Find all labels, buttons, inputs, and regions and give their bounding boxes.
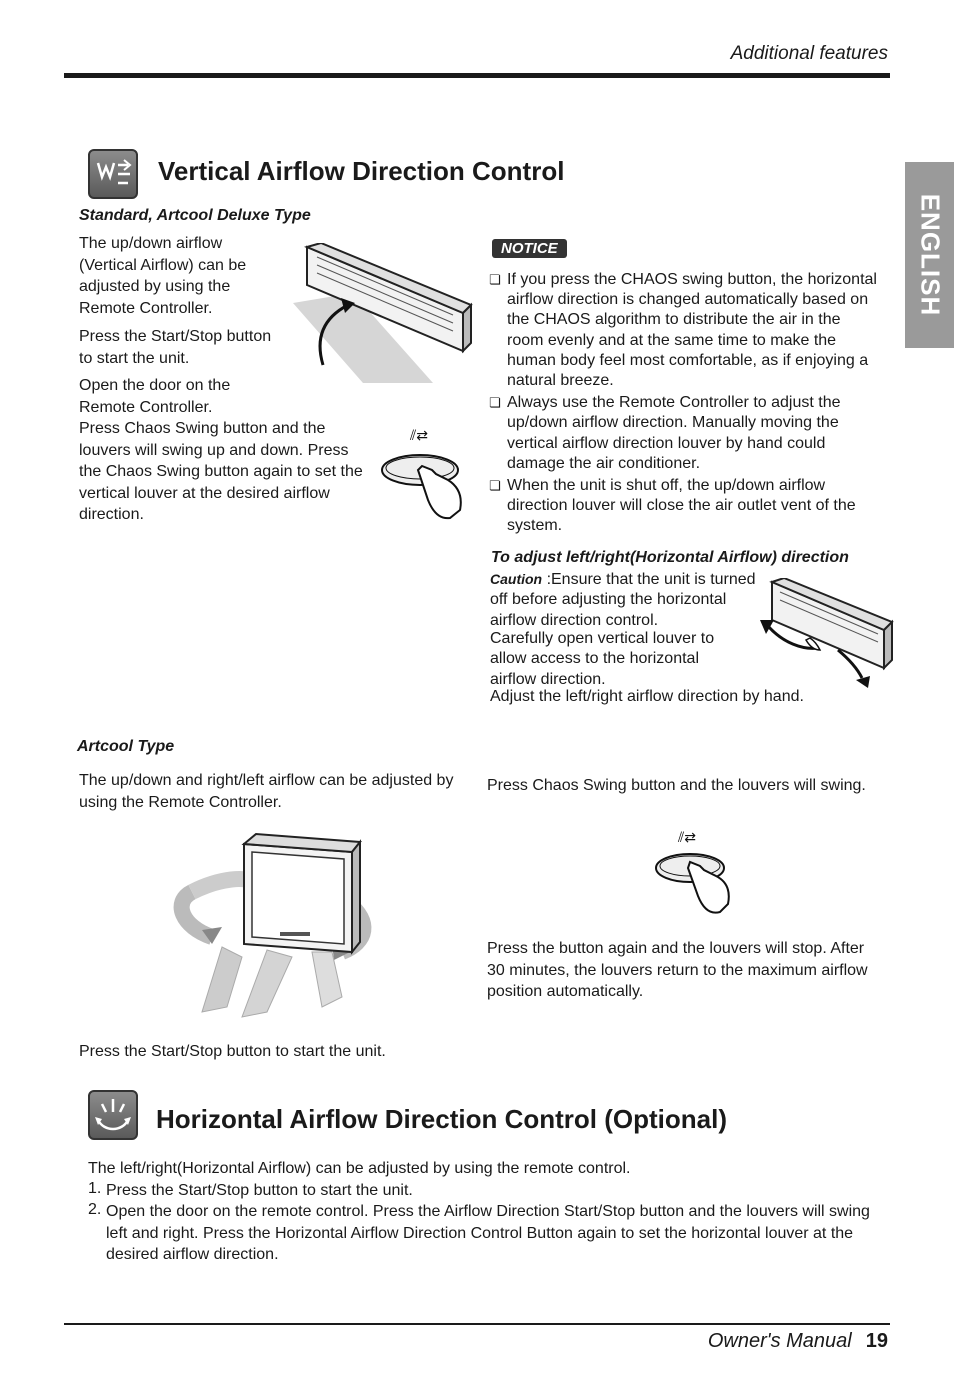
remote-button-press-illustration — [378, 420, 468, 530]
notice-item: ❏ If you press the CHAOS swing button, the horizontal airflow direction is changed automatically based on the CHAOS algorithm to distribute the air in the room evenly and at the same time to make the human body feel most comfortable, as if enjoying a natural breeze. — [489, 270, 879, 391]
page-footer — [708, 1330, 888, 1353]
chaos-swing-icon — [88, 149, 138, 199]
horizontal-swing-icon — [88, 1090, 138, 1140]
subhead-artcool: Artcool Type — [77, 738, 175, 755]
footer-label: Owner's Manual — [707, 1330, 852, 1352]
svg-text:⫽⇄: ⫽⇄ — [678, 830, 696, 846]
subhead-adjust: To adjust left/right(Horizontal Airflow) direction — [491, 549, 849, 566]
paragraph: The left/right(Horizontal Airflow) can be adjusted by using the remote control. — [88, 1160, 631, 1177]
remote-button-press-illustration — [652, 826, 742, 926]
footer-rule — [64, 1323, 890, 1325]
paragraph: Carefully open vertical louver to allow access to the horizontal airflow direction. — [490, 630, 715, 688]
caution-label: Caution — [490, 571, 543, 587]
list-number: 1. — [88, 1179, 102, 1197]
header-rule — [64, 73, 890, 78]
paragraph: Press Chaos Swing button and the louvers will swing. — [487, 777, 866, 794]
wall-unit-vertical-illustration — [293, 243, 473, 383]
language-tab — [905, 162, 954, 348]
page-number: 19 — [865, 1330, 888, 1352]
wall-unit-horizontal-illustration — [758, 578, 894, 688]
paragraph: Press the Start/Stop button to start the unit. — [79, 328, 272, 367]
artcool-unit-illustration — [172, 832, 377, 1024]
section-title-horizontal: Horizontal Airflow Direction Control (Optional) — [156, 1104, 727, 1134]
svg-text:⫽⇄: ⫽⇄ — [410, 428, 428, 444]
paragraph: The up/down and right/left airflow can be adjusted by using the Remote Controller. — [79, 772, 454, 811]
list-number: 2. — [88, 1201, 102, 1218]
caution-text: :Ensure that the unit is turned off before adjusting the horizontal airflow direction control. — [490, 571, 756, 629]
notice-list — [489, 270, 879, 539]
list-text: Press the Start/Stop button to start the unit. — [106, 1181, 413, 1199]
caution-paragraph — [490, 569, 758, 631]
horizontal-instructions — [88, 1158, 888, 1266]
list-item — [88, 1201, 888, 1266]
notice-item: ❏ When the unit is shut off, the up/down airflow direction louver will close the air outlet vent of the system. — [489, 476, 879, 537]
notice-badge: NOTICE — [492, 239, 567, 258]
paragraph: Adjust the left/right airflow direction by hand. — [490, 688, 804, 705]
paragraph: Press the Start/Stop button to start the unit. — [79, 1043, 386, 1060]
running-header: Additional features — [730, 43, 888, 64]
subhead-standard: Standard, Artcool Deluxe Type — [79, 207, 311, 224]
notice-item: ❏ Always use the Remote Controller to adjust the up/down airflow direction. Manually moving the vertical airflow direction louver by hand could damage the air conditioner. — [489, 393, 879, 474]
paragraph: Press the button again and the louvers will stop. After 30 minutes, the louvers return to the maximum airflow position automatically. — [487, 940, 868, 1000]
paragraph: Open the door on the Remote Controller. — [79, 377, 231, 416]
list-item — [88, 1180, 888, 1202]
paragraph: Press Chaos Swing button and the louvers will swing up and down. Press the Chaos Swing button again to set the vertical louver at the desired airflow direction. — [79, 420, 363, 523]
language-tab-label: ENGLISH — [915, 193, 945, 317]
list-text: Open the door on the remote control. Press the Airflow Direction Start/Stop button and the louvers will swing left and right. Press the Horizontal Airflow Direction Control Button again to set the horizontal louver at the desired airflow direction. — [106, 1203, 870, 1263]
section-title-vertical: Vertical Airflow Direction Control — [158, 156, 565, 186]
paragraph: The up/down airflow (Vertical Airflow) can be adjusted by using the Remote Controller. — [79, 235, 247, 317]
